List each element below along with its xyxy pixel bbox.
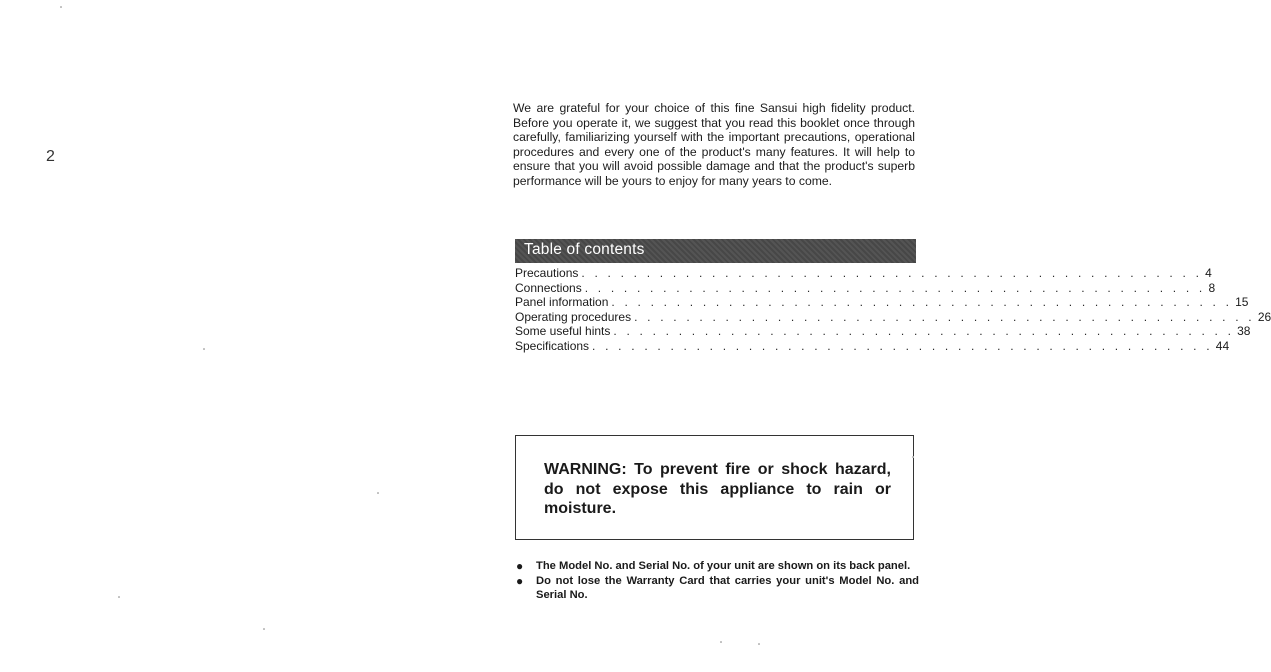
toc-entry-page: 26 bbox=[1257, 309, 1271, 324]
toc-title: Table of contents bbox=[524, 241, 645, 258]
toc-entry-label: Specifications bbox=[515, 338, 590, 353]
scan-speck bbox=[758, 643, 760, 645]
toc-entry-page: 8 bbox=[1208, 280, 1216, 295]
toc-entry-label: Connections bbox=[515, 280, 582, 295]
toc-leader-dots: . . . . . . . . . . . . . . . . . . . . . . . . . . . . . . . . . . . . . . . . . . . . . . . . bbox=[592, 338, 1213, 353]
scan-speck bbox=[203, 348, 205, 350]
toc-entry-page: 15 bbox=[1235, 295, 1249, 310]
warning-text: WARNING: To prevent fire or shock hazard, do not expose this appliance to rain or moisture. bbox=[544, 461, 891, 517]
warning-box bbox=[515, 435, 914, 540]
page-number: 2 bbox=[46, 148, 55, 165]
note-item bbox=[515, 560, 919, 574]
toc-leader-dots: . . . . . . . . . . . . . . . . . . . . . . . . . . . . . . . . . . . . . . . . . . . . . . . . bbox=[611, 295, 1233, 310]
toc-entry-label: Panel information bbox=[515, 295, 609, 310]
toc-entry bbox=[515, 324, 1251, 339]
scan-speck bbox=[720, 641, 722, 643]
bullet-icon: ● bbox=[516, 559, 524, 573]
toc-header-bar bbox=[515, 239, 916, 263]
intro-paragraph: We are grateful for your choice of this fine Sansui high fidelity product. Before you operate it, we suggest that you read this booklet once through carefully, familiarizing yourself with the important precautions, operational procedures and every one of the product's many features. It will help to ensure that you will avoid possible damage and that the product's superb performance will be yours to enjoy for many years to come. bbox=[513, 101, 915, 188]
note-text: The Model No. and Serial No. of your unit are shown on its back panel. bbox=[536, 560, 911, 572]
toc-entry-label: Precautions bbox=[515, 266, 579, 280]
toc-list bbox=[515, 266, 1271, 354]
toc-leader-dots: . . . . . . . . . . . . . . . . . . . . . . . . . . . . . . . . . . . . . . . . . . . . . . . . bbox=[613, 324, 1235, 339]
toc-entry bbox=[515, 338, 1230, 354]
toc-entry bbox=[515, 280, 1216, 296]
scan-speck bbox=[60, 6, 62, 8]
note-item bbox=[515, 575, 919, 602]
toc-entry-page: 4 bbox=[1205, 266, 1212, 280]
scan-speck bbox=[377, 492, 379, 494]
toc-leader-dots: . . . . . . . . . . . . . . . . . . . . . . . . . . . . . . . . . . . . . . . . . . . . . . . . bbox=[634, 309, 1255, 324]
toc-entry-label: Some useful hints bbox=[515, 324, 611, 339]
scan-speck bbox=[118, 596, 120, 598]
toc-entry bbox=[515, 309, 1271, 325]
toc-entry bbox=[515, 266, 1212, 281]
toc-entry-page: 44 bbox=[1215, 338, 1230, 353]
notes-list bbox=[515, 560, 919, 604]
toc-entry bbox=[515, 295, 1249, 310]
scan-speck bbox=[912, 456, 914, 458]
note-text: Do not lose the Warranty Card that carries your unit's Model No. and Serial No. bbox=[536, 575, 919, 601]
bullet-icon: ● bbox=[516, 574, 524, 589]
toc-leader-dots: . . . . . . . . . . . . . . . . . . . . . . . . . . . . . . . . . . . . . . . . . . . . . . . . bbox=[584, 280, 1206, 295]
toc-entry-page: 38 bbox=[1237, 324, 1251, 339]
toc-leader-dots: . . . . . . . . . . . . . . . . . . . . . . . . . . . . . . . . . . . . . . . . . . . . . . . . bbox=[581, 266, 1203, 280]
scan-speck bbox=[263, 628, 265, 630]
toc-entry-label: Operating procedures bbox=[515, 309, 632, 324]
